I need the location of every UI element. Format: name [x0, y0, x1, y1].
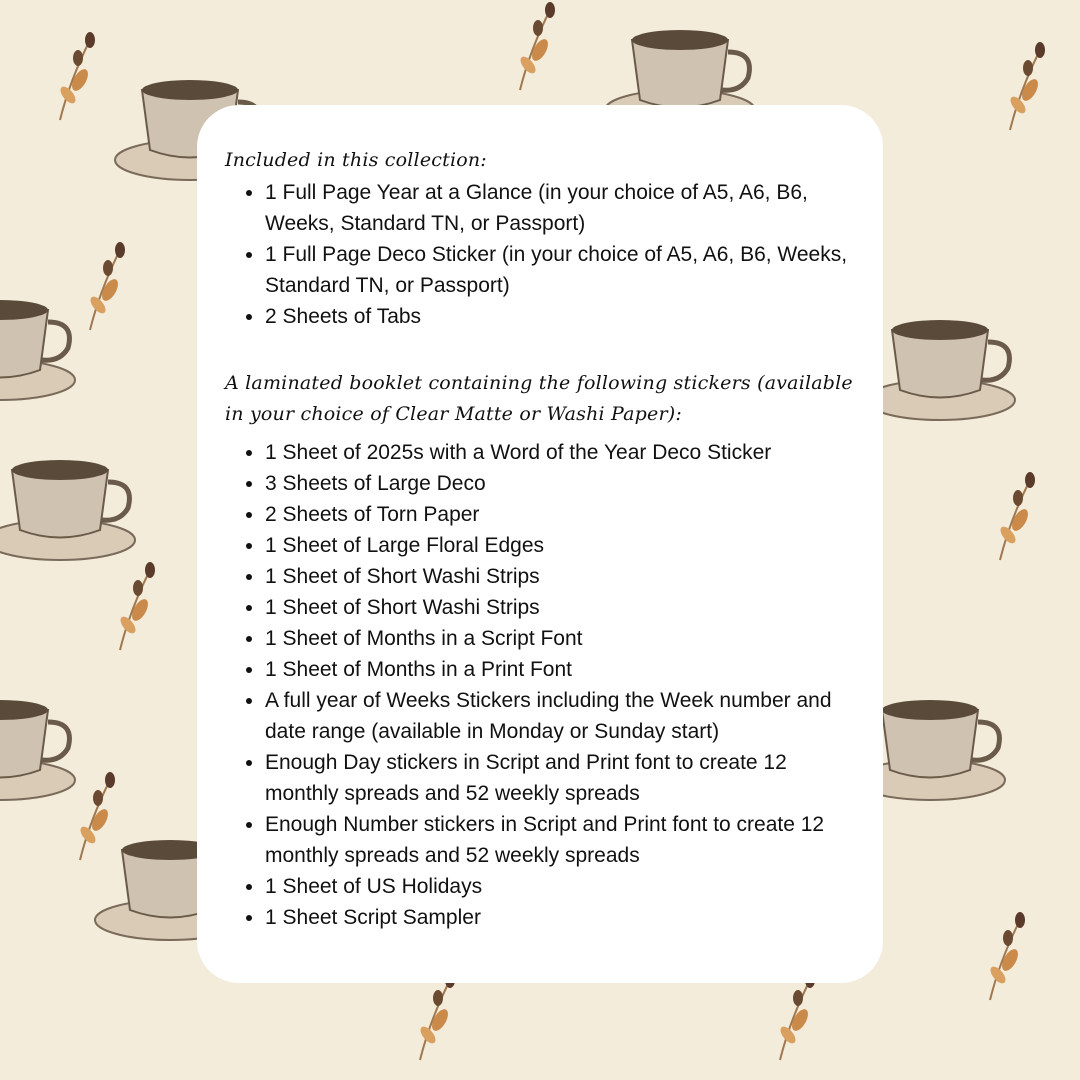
list-item: • 1 Sheet of Large Floral Edges — [265, 530, 865, 561]
leaf-sprig-icon — [518, 2, 555, 90]
list-item: • A full year of Weeks Stickers including the Week number and date range (available in Monday or Sunday start) — [265, 685, 865, 747]
list-item: • 2 Sheets of Tabs — [265, 301, 865, 332]
list-item: • 1 Sheet of Short Washi Strips — [265, 561, 865, 592]
leaf-sprig-icon — [418, 972, 455, 1060]
list-item: • Enough Day stickers in Script and Print font to create 12 monthly spreads and 52 weekly spreads — [265, 747, 865, 809]
list-item: • 1 Full Page Deco Sticker (in your choice of A5, A6, B6, Weeks, Standard TN, or Passport) — [265, 239, 865, 301]
leaf-sprig-icon — [88, 242, 125, 330]
coffee-cup-icon — [0, 300, 75, 400]
list-item: • 1 Sheet of Months in a Print Font — [265, 654, 865, 685]
content-card — [197, 105, 883, 983]
coffee-cup-icon — [865, 320, 1015, 420]
leaf-sprig-icon — [778, 972, 815, 1060]
leaf-sprig-icon — [998, 472, 1035, 560]
section1-list — [245, 177, 865, 332]
list-item: • 1 Full Page Year at a Glance (in your choice of A5, A6, B6, Weeks, Standard TN, or Passport) — [265, 177, 865, 239]
section1-heading: Included in this collection: — [225, 149, 487, 171]
list-item: • 3 Sheets of Large Deco — [265, 468, 865, 499]
coffee-cup-icon — [0, 700, 75, 800]
leaf-sprig-icon — [1008, 42, 1045, 130]
section2-heading: A laminated booklet containing the following stickers (available in your choice of Clear Matte or Washi Paper): — [225, 372, 853, 425]
leaf-sprig-icon — [78, 772, 115, 860]
section2-list — [245, 437, 865, 933]
leaf-sprig-icon — [118, 562, 155, 650]
list-item: • 1 Sheet of US Holidays — [265, 871, 865, 902]
leaf-sprig-icon — [58, 32, 95, 120]
list-item: • 1 Sheet of Short Washi Strips — [265, 592, 865, 623]
list-item: • 1 Sheet Script Sampler — [265, 902, 865, 933]
list-item: • 2 Sheets of Torn Paper — [265, 499, 865, 530]
coffee-cup-icon — [0, 460, 135, 560]
list-item: • 1 Sheet of 2025s with a Word of the Year Deco Sticker — [265, 437, 865, 468]
list-item: • Enough Number stickers in Script and Print font to create 12 monthly spreads and 52 weekly spreads — [265, 809, 865, 871]
leaf-sprig-icon — [988, 912, 1025, 1000]
list-item: • 1 Sheet of Months in a Script Font — [265, 623, 865, 654]
